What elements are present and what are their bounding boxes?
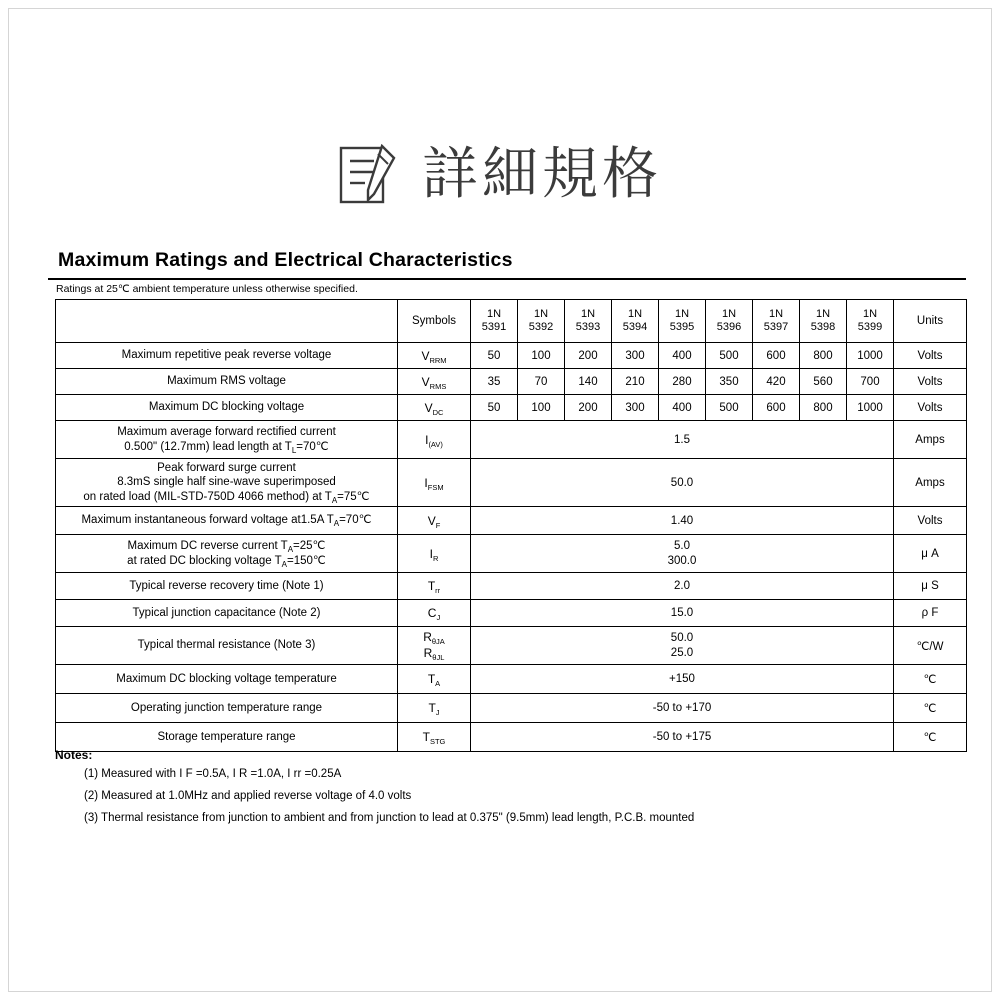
- row-value: 700: [847, 369, 894, 395]
- desc-subscript: A: [287, 545, 294, 555]
- row-value: 100: [518, 343, 565, 369]
- symbol-sub: RMS: [429, 381, 447, 391]
- row-value: 800: [800, 395, 847, 421]
- row-value-span: 15.0: [471, 600, 894, 627]
- row-symbol: [398, 665, 471, 694]
- row-value: 800: [800, 343, 847, 369]
- row-value-line: 5.0: [674, 539, 690, 552]
- symbol-main: I: [425, 432, 429, 447]
- row-units: ℃: [894, 723, 967, 752]
- row-symbol: [398, 507, 471, 535]
- part-number: 5398: [810, 321, 836, 333]
- row-symbol: [398, 421, 471, 459]
- symbol-main: T: [428, 701, 436, 715]
- row-value: 50: [471, 395, 518, 421]
- symbol-sub: θJA: [431, 636, 445, 646]
- row-units: μ A: [894, 535, 967, 573]
- header-part-1N5398: [800, 300, 847, 343]
- part-prefix: 1N: [768, 308, 784, 321]
- symbol-sub: θJL: [432, 652, 445, 662]
- row-units: ℃: [894, 665, 967, 694]
- table-row: [56, 723, 967, 752]
- row-symbol: [398, 459, 471, 507]
- row-units: Volts: [894, 343, 967, 369]
- row-value-span: 1.5: [471, 421, 894, 459]
- part-prefix: 1N: [580, 308, 596, 321]
- symbol-main: V: [421, 348, 430, 363]
- section-divider: [48, 278, 966, 280]
- row-value: 560: [800, 369, 847, 395]
- row-symbol: [398, 694, 471, 723]
- section-heading: Maximum Ratings and Electrical Characteristics: [58, 249, 513, 271]
- header-units: Units: [894, 300, 967, 343]
- symbol-sub: rr: [435, 586, 441, 595]
- desc-line: on rated load (MIL-STD-750D 4066 method) at T: [83, 490, 332, 503]
- row-description: [56, 507, 398, 535]
- part-prefix: 1N: [721, 308, 737, 321]
- row-description: Typical reverse recovery time (Note 1): [56, 573, 398, 600]
- row-symbol: [398, 573, 471, 600]
- symbol-sub: A: [435, 679, 441, 688]
- row-value: 420: [753, 369, 800, 395]
- row-value: 300: [612, 343, 659, 369]
- table-row: [56, 507, 967, 535]
- part-prefix: 1N: [627, 308, 643, 321]
- row-description: [56, 459, 398, 507]
- row-value: 500: [706, 343, 753, 369]
- row-symbol: [398, 395, 471, 421]
- header-part-1N5396: [706, 300, 753, 343]
- row-value-span: [471, 535, 894, 573]
- table-row: [56, 665, 967, 694]
- row-description: Storage temperature range: [56, 723, 398, 752]
- page-banner: [0, 120, 1000, 230]
- desc-line-tail: =25℃: [293, 540, 326, 553]
- row-value: 70: [518, 369, 565, 395]
- row-units: ℃/W: [894, 627, 967, 665]
- row-value: 600: [753, 343, 800, 369]
- row-value: 400: [659, 343, 706, 369]
- symbol-main: V: [421, 374, 430, 389]
- table-row: [56, 369, 967, 395]
- symbol-sub: J: [435, 708, 440, 717]
- row-value: 50: [471, 343, 518, 369]
- header-part-1N5395: [659, 300, 706, 343]
- desc-line: at rated DC blocking voltage T: [127, 554, 282, 567]
- row-value-line: 50.0: [670, 631, 694, 644]
- row-value: 210: [612, 369, 659, 395]
- symbol-main: V: [427, 513, 436, 528]
- symbol-sub: J: [436, 613, 441, 622]
- symbol-main: T: [427, 579, 436, 593]
- row-units: Amps: [894, 421, 967, 459]
- row-value-span: -50 to +175: [471, 723, 894, 752]
- header-part-1N5393: [565, 300, 612, 343]
- row-units: Volts: [894, 369, 967, 395]
- row-units: Amps: [894, 459, 967, 507]
- row-units: Volts: [894, 395, 967, 421]
- symbol-sub: R: [432, 553, 439, 563]
- row-description: [56, 421, 398, 459]
- row-value-span: 1.40: [471, 507, 894, 535]
- row-value: 140: [565, 369, 612, 395]
- desc-subscript: L: [291, 445, 297, 455]
- symbol-sub: DC: [432, 407, 444, 417]
- symbol-main: T: [422, 730, 430, 744]
- header-part-1N5399: [847, 300, 894, 343]
- symbol-main: I: [429, 546, 433, 561]
- row-value-line: 25.0: [670, 646, 694, 659]
- part-number: 5399: [857, 321, 883, 333]
- row-value: 500: [706, 395, 753, 421]
- header-part-1N5392: [518, 300, 565, 343]
- row-symbol: [398, 723, 471, 752]
- row-value-span: -50 to +170: [471, 694, 894, 723]
- symbol-main: R: [423, 645, 433, 660]
- desc-subscript: A: [281, 559, 287, 569]
- row-units: μ S: [894, 573, 967, 600]
- row-description: Maximum repetitive peak reverse voltage: [56, 343, 398, 369]
- note-item-1: (1) Measured with I F =0.5A, I R =1.0A, I rr =0.25A: [84, 768, 342, 780]
- row-description: Operating junction temperature range: [56, 694, 398, 723]
- symbol-sub: STG: [429, 737, 446, 746]
- table-row: [56, 600, 967, 627]
- desc-line: 8.3mS single half sine-wave superimposed: [117, 476, 336, 489]
- note-item-2: (2) Measured at 1.0MHz and applied reverse voltage of 4.0 volts: [84, 790, 412, 802]
- symbol-main: R: [423, 629, 432, 644]
- desc-line-tail: =70℃: [339, 514, 372, 527]
- row-value-span: [471, 627, 894, 665]
- ratings-subnote: Ratings at 25℃ ambient temperature unless otherwise specified.: [56, 283, 358, 295]
- row-symbol: [398, 600, 471, 627]
- part-number: 5394: [622, 321, 648, 333]
- desc-line: 0.500" (12.7mm) lead length at T: [124, 440, 292, 453]
- row-value-span: 2.0: [471, 573, 894, 600]
- part-number: 5396: [716, 321, 742, 333]
- desc-subscript: A: [331, 495, 338, 505]
- header-part-1N5397: [753, 300, 800, 343]
- part-number: 5391: [481, 321, 507, 333]
- table-header-row: [56, 300, 967, 343]
- row-description: Maximum DC blocking voltage temperature: [56, 665, 398, 694]
- table-row: [56, 535, 967, 573]
- part-number: 5392: [528, 321, 554, 333]
- table-row: [56, 573, 967, 600]
- part-prefix: 1N: [486, 308, 502, 321]
- desc-line-tail: =75℃: [337, 490, 370, 503]
- header-part-1N5391: [471, 300, 518, 343]
- table-row: [56, 343, 967, 369]
- row-units: ρ F: [894, 600, 967, 627]
- row-description: Maximum DC blocking voltage: [56, 395, 398, 421]
- header-symbols: Symbols: [398, 300, 471, 343]
- desc-line-tail: =150℃: [287, 554, 326, 567]
- row-symbol: [398, 627, 471, 665]
- part-number: 5393: [575, 321, 601, 333]
- note-item-3: (3) Thermal resistance from junction to ambient and from junction to lead at 0.375" (9.5mm) lead length, P.C.B. mounted: [84, 812, 695, 824]
- part-prefix: 1N: [815, 308, 831, 321]
- row-description: Maximum RMS voltage: [56, 369, 398, 395]
- table-row: [56, 627, 967, 665]
- row-value: 200: [565, 395, 612, 421]
- symbol-main: T: [427, 672, 436, 686]
- row-symbol: [398, 535, 471, 573]
- table-row: [56, 459, 967, 507]
- desc-line: Maximum DC reverse current T: [127, 540, 288, 553]
- desc-line: Maximum instantaneous forward voltage at1.5A T: [81, 514, 334, 527]
- desc-line: Maximum average forward rectified current: [117, 426, 336, 439]
- part-number: 5395: [669, 321, 695, 333]
- row-symbol: [398, 369, 471, 395]
- part-prefix: 1N: [533, 308, 549, 321]
- specification-table: [55, 299, 967, 752]
- row-value: 1000: [847, 343, 894, 369]
- table-row: [56, 395, 967, 421]
- symbol-main: V: [424, 400, 433, 415]
- table-row: [56, 421, 967, 459]
- row-value: 200: [565, 343, 612, 369]
- table-row: [56, 694, 967, 723]
- symbol-main: I: [424, 475, 428, 490]
- row-units: Volts: [894, 507, 967, 535]
- desc-line: Peak forward surge current: [157, 462, 296, 475]
- symbol-sub: RRM: [429, 355, 447, 365]
- part-prefix: 1N: [862, 308, 878, 321]
- document-pen-icon: [338, 144, 412, 206]
- row-value: 400: [659, 395, 706, 421]
- header-part-1N5394: [612, 300, 659, 343]
- row-value: 350: [706, 369, 753, 395]
- symbol-sub: F: [435, 520, 441, 530]
- row-value-line: 300.0: [667, 554, 697, 567]
- row-description: [56, 535, 398, 573]
- row-units: ℃: [894, 694, 967, 723]
- notes-title: Notes:: [55, 748, 93, 762]
- symbol-main: C: [427, 606, 437, 620]
- row-symbol: [398, 343, 471, 369]
- row-description: Typical thermal resistance (Note 3): [56, 627, 398, 665]
- row-value: 1000: [847, 395, 894, 421]
- banner-title: 詳細規格: [422, 142, 662, 207]
- desc-subscript: A: [333, 519, 340, 529]
- row-value: 280: [659, 369, 706, 395]
- desc-line-tail: =70℃: [296, 440, 329, 453]
- header-blank-cell: [56, 300, 398, 343]
- row-value: 600: [753, 395, 800, 421]
- row-value: 35: [471, 369, 518, 395]
- row-value: 300: [612, 395, 659, 421]
- row-value-span: +150: [471, 665, 894, 694]
- row-value: 100: [518, 395, 565, 421]
- part-number: 5397: [763, 321, 789, 333]
- symbol-sub: (AV): [428, 439, 443, 449]
- row-value-span: 50.0: [471, 459, 894, 507]
- row-description: Typical junction capacitance (Note 2): [56, 600, 398, 627]
- symbol-sub: FSM: [427, 482, 444, 492]
- part-prefix: 1N: [674, 308, 690, 321]
